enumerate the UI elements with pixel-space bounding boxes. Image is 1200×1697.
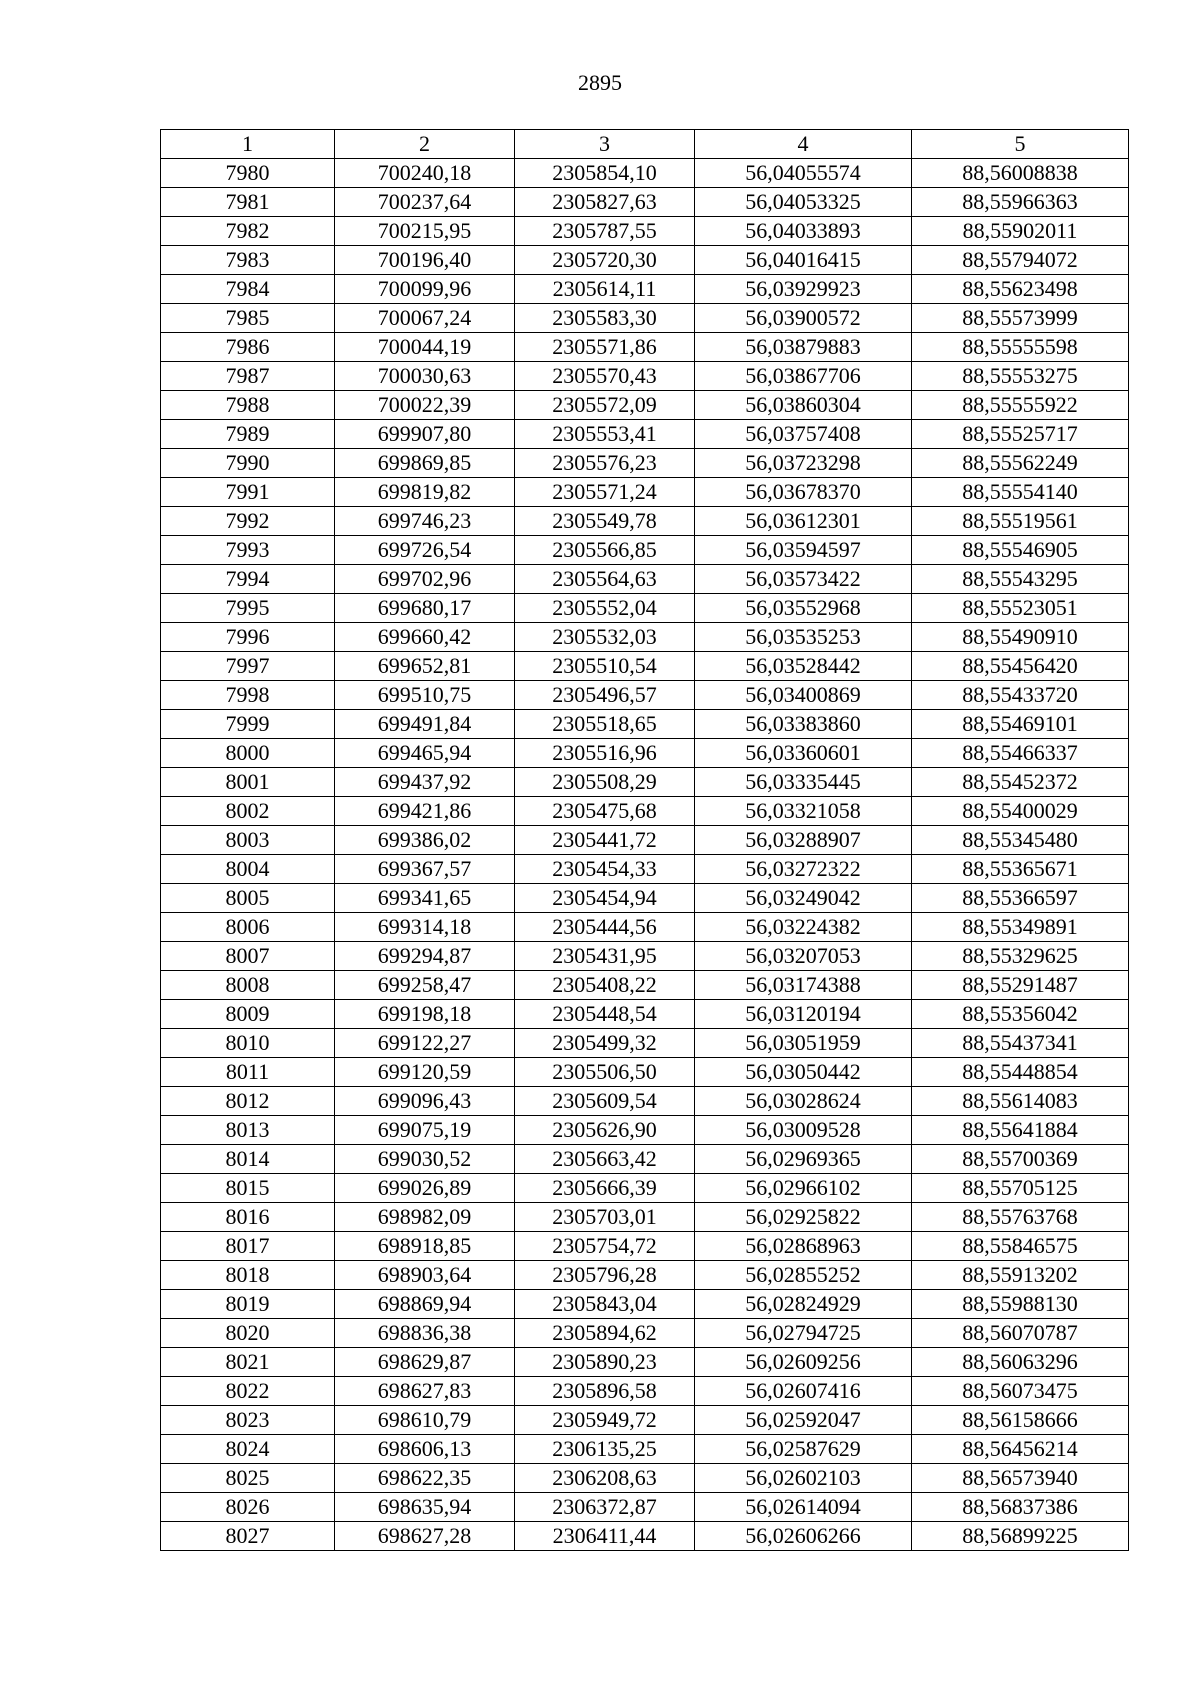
y-coordinate-cell: 2305720,30 <box>515 246 695 275</box>
y-coordinate-cell: 2305506,50 <box>515 1058 695 1087</box>
latitude-cell: 56,03321058 <box>695 797 912 826</box>
x-coordinate-cell: 699652,81 <box>335 652 515 681</box>
y-coordinate-cell: 2305496,57 <box>515 681 695 710</box>
x-coordinate-cell: 698903,64 <box>335 1261 515 1290</box>
y-coordinate-cell: 2305549,78 <box>515 507 695 536</box>
point-number-cell: 7989 <box>161 420 335 449</box>
table-row <box>161 1435 1129 1464</box>
x-coordinate-cell: 698982,09 <box>335 1203 515 1232</box>
latitude-cell: 56,03050442 <box>695 1058 912 1087</box>
table-row <box>161 1522 1129 1551</box>
x-coordinate-cell: 699367,57 <box>335 855 515 884</box>
table-row <box>161 1000 1129 1029</box>
latitude-cell: 56,03573422 <box>695 565 912 594</box>
y-coordinate-cell: 2305827,63 <box>515 188 695 217</box>
y-coordinate-cell: 2305508,29 <box>515 768 695 797</box>
x-coordinate-cell: 699341,65 <box>335 884 515 913</box>
point-number-cell: 7980 <box>161 159 335 188</box>
point-number-cell: 7992 <box>161 507 335 536</box>
point-number-cell: 8004 <box>161 855 335 884</box>
table-row <box>161 1406 1129 1435</box>
x-coordinate-cell: 700067,24 <box>335 304 515 333</box>
point-number-cell: 7990 <box>161 449 335 478</box>
x-coordinate-cell: 699294,87 <box>335 942 515 971</box>
x-coordinate-cell: 698836,38 <box>335 1319 515 1348</box>
longitude-cell: 88,55433720 <box>912 681 1129 710</box>
table-row <box>161 855 1129 884</box>
y-coordinate-cell: 2305626,90 <box>515 1116 695 1145</box>
y-coordinate-cell: 2305614,11 <box>515 275 695 304</box>
y-coordinate-cell: 2305441,72 <box>515 826 695 855</box>
latitude-cell: 56,02969365 <box>695 1145 912 1174</box>
point-number-cell: 8016 <box>161 1203 335 1232</box>
longitude-cell: 88,55466337 <box>912 739 1129 768</box>
longitude-cell: 88,55705125 <box>912 1174 1129 1203</box>
table-row <box>161 275 1129 304</box>
table-row <box>161 1116 1129 1145</box>
point-number-cell: 7997 <box>161 652 335 681</box>
latitude-cell: 56,03860304 <box>695 391 912 420</box>
latitude-cell: 56,03120194 <box>695 1000 912 1029</box>
longitude-cell: 88,55966363 <box>912 188 1129 217</box>
y-coordinate-cell: 2305448,54 <box>515 1000 695 1029</box>
table-row <box>161 246 1129 275</box>
latitude-cell: 56,04016415 <box>695 246 912 275</box>
longitude-cell: 88,56073475 <box>912 1377 1129 1406</box>
x-coordinate-cell: 700099,96 <box>335 275 515 304</box>
table-row <box>161 1319 1129 1348</box>
y-coordinate-cell: 2305571,24 <box>515 478 695 507</box>
x-coordinate-cell: 699026,89 <box>335 1174 515 1203</box>
point-number-cell: 8006 <box>161 913 335 942</box>
longitude-cell: 88,55448854 <box>912 1058 1129 1087</box>
table-row <box>161 420 1129 449</box>
longitude-cell: 88,55365671 <box>912 855 1129 884</box>
y-coordinate-cell: 2305571,86 <box>515 333 695 362</box>
table-row <box>161 449 1129 478</box>
point-number-cell: 8022 <box>161 1377 335 1406</box>
table-row <box>161 1174 1129 1203</box>
longitude-cell: 88,55437341 <box>912 1029 1129 1058</box>
x-coordinate-cell: 699491,84 <box>335 710 515 739</box>
longitude-cell: 88,55562249 <box>912 449 1129 478</box>
y-coordinate-cell: 2306135,25 <box>515 1435 695 1464</box>
longitude-cell: 88,55846575 <box>912 1232 1129 1261</box>
point-number-cell: 8010 <box>161 1029 335 1058</box>
point-number-cell: 8012 <box>161 1087 335 1116</box>
y-coordinate-cell: 2305454,33 <box>515 855 695 884</box>
table-row <box>161 1493 1129 1522</box>
table-row <box>161 1464 1129 1493</box>
table-row <box>161 1377 1129 1406</box>
latitude-cell: 56,03335445 <box>695 768 912 797</box>
longitude-cell: 88,56158666 <box>912 1406 1129 1435</box>
header-cell-2: 2 <box>335 130 515 159</box>
latitude-cell: 56,03535253 <box>695 623 912 652</box>
latitude-cell: 56,04055574 <box>695 159 912 188</box>
longitude-cell: 88,55546905 <box>912 536 1129 565</box>
x-coordinate-cell: 699819,82 <box>335 478 515 507</box>
longitude-cell: 88,55523051 <box>912 594 1129 623</box>
x-coordinate-cell: 699258,47 <box>335 971 515 1000</box>
longitude-cell: 88,55555598 <box>912 333 1129 362</box>
point-number-cell: 7985 <box>161 304 335 333</box>
table-row <box>161 1029 1129 1058</box>
point-number-cell: 8002 <box>161 797 335 826</box>
point-number-cell: 7993 <box>161 536 335 565</box>
latitude-cell: 56,03360601 <box>695 739 912 768</box>
y-coordinate-cell: 2305666,39 <box>515 1174 695 1203</box>
x-coordinate-cell: 698622,35 <box>335 1464 515 1493</box>
y-coordinate-cell: 2305572,09 <box>515 391 695 420</box>
x-coordinate-cell: 699030,52 <box>335 1145 515 1174</box>
latitude-cell: 56,02614094 <box>695 1493 912 1522</box>
latitude-cell: 56,03207053 <box>695 942 912 971</box>
longitude-cell: 88,55349891 <box>912 913 1129 942</box>
longitude-cell: 88,56070787 <box>912 1319 1129 1348</box>
latitude-cell: 56,03051959 <box>695 1029 912 1058</box>
latitude-cell: 56,03757408 <box>695 420 912 449</box>
x-coordinate-cell: 699120,59 <box>335 1058 515 1087</box>
table-row <box>161 1261 1129 1290</box>
y-coordinate-cell: 2305703,01 <box>515 1203 695 1232</box>
point-number-cell: 8014 <box>161 1145 335 1174</box>
x-coordinate-cell: 699314,18 <box>335 913 515 942</box>
y-coordinate-cell: 2305564,63 <box>515 565 695 594</box>
table-row <box>161 739 1129 768</box>
table-body <box>161 159 1129 1551</box>
table-row <box>161 971 1129 1000</box>
longitude-cell: 88,55913202 <box>912 1261 1129 1290</box>
point-number-cell: 8021 <box>161 1348 335 1377</box>
point-number-cell: 7984 <box>161 275 335 304</box>
latitude-cell: 56,02925822 <box>695 1203 912 1232</box>
y-coordinate-cell: 2305552,04 <box>515 594 695 623</box>
x-coordinate-cell: 699680,17 <box>335 594 515 623</box>
longitude-cell: 88,55573999 <box>912 304 1129 333</box>
table-row <box>161 159 1129 188</box>
longitude-cell: 88,55988130 <box>912 1290 1129 1319</box>
latitude-cell: 56,02855252 <box>695 1261 912 1290</box>
longitude-cell: 88,55366597 <box>912 884 1129 913</box>
y-coordinate-cell: 2305444,56 <box>515 913 695 942</box>
table-row <box>161 362 1129 391</box>
latitude-cell: 56,02868963 <box>695 1232 912 1261</box>
longitude-cell: 88,56456214 <box>912 1435 1129 1464</box>
y-coordinate-cell: 2305408,22 <box>515 971 695 1000</box>
table-row <box>161 1232 1129 1261</box>
longitude-cell: 88,56899225 <box>912 1522 1129 1551</box>
point-number-cell: 7996 <box>161 623 335 652</box>
y-coordinate-cell: 2305894,62 <box>515 1319 695 1348</box>
y-coordinate-cell: 2305663,42 <box>515 1145 695 1174</box>
x-coordinate-cell: 699421,86 <box>335 797 515 826</box>
latitude-cell: 56,02794725 <box>695 1319 912 1348</box>
latitude-cell: 56,03249042 <box>695 884 912 913</box>
x-coordinate-cell: 699660,42 <box>335 623 515 652</box>
point-number-cell: 8018 <box>161 1261 335 1290</box>
point-number-cell: 7991 <box>161 478 335 507</box>
latitude-cell: 56,03929923 <box>695 275 912 304</box>
table-row <box>161 768 1129 797</box>
x-coordinate-cell: 698869,94 <box>335 1290 515 1319</box>
y-coordinate-cell: 2305499,32 <box>515 1029 695 1058</box>
table-row <box>161 913 1129 942</box>
latitude-cell: 56,03879883 <box>695 333 912 362</box>
longitude-cell: 88,55555922 <box>912 391 1129 420</box>
point-number-cell: 8025 <box>161 1464 335 1493</box>
header-cell-5: 5 <box>912 130 1129 159</box>
point-number-cell: 7981 <box>161 188 335 217</box>
point-number-cell: 8003 <box>161 826 335 855</box>
point-number-cell: 8019 <box>161 1290 335 1319</box>
x-coordinate-cell: 699122,27 <box>335 1029 515 1058</box>
y-coordinate-cell: 2306372,87 <box>515 1493 695 1522</box>
point-number-cell: 8009 <box>161 1000 335 1029</box>
table-row <box>161 304 1129 333</box>
table-row <box>161 478 1129 507</box>
latitude-cell: 56,03594597 <box>695 536 912 565</box>
point-number-cell: 8007 <box>161 942 335 971</box>
latitude-cell: 56,03528442 <box>695 652 912 681</box>
y-coordinate-cell: 2305843,04 <box>515 1290 695 1319</box>
latitude-cell: 56,03174388 <box>695 971 912 1000</box>
y-coordinate-cell: 2305796,28 <box>515 1261 695 1290</box>
x-coordinate-cell: 700030,63 <box>335 362 515 391</box>
table-row <box>161 594 1129 623</box>
point-number-cell: 8017 <box>161 1232 335 1261</box>
x-coordinate-cell: 699096,43 <box>335 1087 515 1116</box>
x-coordinate-cell: 699198,18 <box>335 1000 515 1029</box>
y-coordinate-cell: 2305553,41 <box>515 420 695 449</box>
longitude-cell: 88,55456420 <box>912 652 1129 681</box>
x-coordinate-cell: 700044,19 <box>335 333 515 362</box>
latitude-cell: 56,03009528 <box>695 1116 912 1145</box>
coordinates-table <box>160 129 1129 1551</box>
y-coordinate-cell: 2305431,95 <box>515 942 695 971</box>
header-cell-4: 4 <box>695 130 912 159</box>
latitude-cell: 56,03272322 <box>695 855 912 884</box>
longitude-cell: 88,55519561 <box>912 507 1129 536</box>
x-coordinate-cell: 699746,23 <box>335 507 515 536</box>
latitude-cell: 56,03224382 <box>695 913 912 942</box>
latitude-cell: 56,02592047 <box>695 1406 912 1435</box>
table-row <box>161 391 1129 420</box>
x-coordinate-cell: 699510,75 <box>335 681 515 710</box>
table-row <box>161 623 1129 652</box>
y-coordinate-cell: 2305532,03 <box>515 623 695 652</box>
x-coordinate-cell: 700196,40 <box>335 246 515 275</box>
latitude-cell: 56,03678370 <box>695 478 912 507</box>
latitude-cell: 56,03552968 <box>695 594 912 623</box>
table-row <box>161 1087 1129 1116</box>
point-number-cell: 7988 <box>161 391 335 420</box>
point-number-cell: 8023 <box>161 1406 335 1435</box>
x-coordinate-cell: 699075,19 <box>335 1116 515 1145</box>
table-row <box>161 1058 1129 1087</box>
longitude-cell: 88,55525717 <box>912 420 1129 449</box>
page-number: 2895 <box>578 70 622 95</box>
longitude-cell: 88,55763768 <box>912 1203 1129 1232</box>
point-number-cell: 8013 <box>161 1116 335 1145</box>
point-number-cell: 7995 <box>161 594 335 623</box>
longitude-cell: 88,55553275 <box>912 362 1129 391</box>
header-cell-1: 1 <box>161 130 335 159</box>
table-row <box>161 333 1129 362</box>
x-coordinate-cell: 698629,87 <box>335 1348 515 1377</box>
point-number-cell: 7994 <box>161 565 335 594</box>
longitude-cell: 88,55329625 <box>912 942 1129 971</box>
latitude-cell: 56,03900572 <box>695 304 912 333</box>
y-coordinate-cell: 2305570,43 <box>515 362 695 391</box>
y-coordinate-cell: 2305454,94 <box>515 884 695 913</box>
y-coordinate-cell: 2306208,63 <box>515 1464 695 1493</box>
y-coordinate-cell: 2305583,30 <box>515 304 695 333</box>
x-coordinate-cell: 700237,64 <box>335 188 515 217</box>
point-number-cell: 7987 <box>161 362 335 391</box>
point-number-cell: 7982 <box>161 217 335 246</box>
longitude-cell: 88,55543295 <box>912 565 1129 594</box>
longitude-cell: 88,55452372 <box>912 768 1129 797</box>
x-coordinate-cell: 699726,54 <box>335 536 515 565</box>
longitude-cell: 88,56573940 <box>912 1464 1129 1493</box>
y-coordinate-cell: 2305566,85 <box>515 536 695 565</box>
x-coordinate-cell: 698627,28 <box>335 1522 515 1551</box>
table-row <box>161 681 1129 710</box>
x-coordinate-cell: 699465,94 <box>335 739 515 768</box>
longitude-cell: 88,55291487 <box>912 971 1129 1000</box>
latitude-cell: 56,03723298 <box>695 449 912 478</box>
x-coordinate-cell: 699869,85 <box>335 449 515 478</box>
longitude-cell: 88,56063296 <box>912 1348 1129 1377</box>
point-number-cell: 8005 <box>161 884 335 913</box>
x-coordinate-cell: 700022,39 <box>335 391 515 420</box>
table-row <box>161 942 1129 971</box>
longitude-cell: 88,55614083 <box>912 1087 1129 1116</box>
longitude-cell: 88,55623498 <box>912 275 1129 304</box>
point-number-cell: 8020 <box>161 1319 335 1348</box>
y-coordinate-cell: 2306411,44 <box>515 1522 695 1551</box>
y-coordinate-cell: 2305949,72 <box>515 1406 695 1435</box>
point-number-cell: 7983 <box>161 246 335 275</box>
longitude-cell: 88,55345480 <box>912 826 1129 855</box>
y-coordinate-cell: 2305854,10 <box>515 159 695 188</box>
latitude-cell: 56,02607416 <box>695 1377 912 1406</box>
table-row <box>161 536 1129 565</box>
point-number-cell: 8024 <box>161 1435 335 1464</box>
y-coordinate-cell: 2305518,65 <box>515 710 695 739</box>
latitude-cell: 56,03612301 <box>695 507 912 536</box>
longitude-cell: 88,55490910 <box>912 623 1129 652</box>
point-number-cell: 8011 <box>161 1058 335 1087</box>
x-coordinate-cell: 698610,79 <box>335 1406 515 1435</box>
table-row <box>161 1348 1129 1377</box>
point-number-cell: 8015 <box>161 1174 335 1203</box>
x-coordinate-cell: 699702,96 <box>335 565 515 594</box>
header-cell-3: 3 <box>515 130 695 159</box>
table-row <box>161 188 1129 217</box>
header-row <box>161 130 1129 159</box>
longitude-cell: 88,56837386 <box>912 1493 1129 1522</box>
x-coordinate-cell: 698635,94 <box>335 1493 515 1522</box>
latitude-cell: 56,03383860 <box>695 710 912 739</box>
table-row <box>161 884 1129 913</box>
table-row <box>161 217 1129 246</box>
longitude-cell: 88,55902011 <box>912 217 1129 246</box>
point-number-cell: 8027 <box>161 1522 335 1551</box>
point-number-cell: 8001 <box>161 768 335 797</box>
y-coordinate-cell: 2305576,23 <box>515 449 695 478</box>
latitude-cell: 56,03288907 <box>695 826 912 855</box>
y-coordinate-cell: 2305754,72 <box>515 1232 695 1261</box>
table-row <box>161 710 1129 739</box>
latitude-cell: 56,02609256 <box>695 1348 912 1377</box>
latitude-cell: 56,03028624 <box>695 1087 912 1116</box>
point-number-cell: 8026 <box>161 1493 335 1522</box>
latitude-cell: 56,03400869 <box>695 681 912 710</box>
table-row <box>161 797 1129 826</box>
latitude-cell: 56,02966102 <box>695 1174 912 1203</box>
point-number-cell: 7999 <box>161 710 335 739</box>
table-row <box>161 652 1129 681</box>
latitude-cell: 56,03867706 <box>695 362 912 391</box>
table-header <box>161 130 1129 159</box>
x-coordinate-cell: 698606,13 <box>335 1435 515 1464</box>
table-row <box>161 565 1129 594</box>
x-coordinate-cell: 700215,95 <box>335 217 515 246</box>
x-coordinate-cell: 700240,18 <box>335 159 515 188</box>
point-number-cell: 8000 <box>161 739 335 768</box>
y-coordinate-cell: 2305896,58 <box>515 1377 695 1406</box>
y-coordinate-cell: 2305510,54 <box>515 652 695 681</box>
table-row <box>161 1145 1129 1174</box>
longitude-cell: 88,55554140 <box>912 478 1129 507</box>
x-coordinate-cell: 698627,83 <box>335 1377 515 1406</box>
x-coordinate-cell: 698918,85 <box>335 1232 515 1261</box>
table-row <box>161 1203 1129 1232</box>
table-row <box>161 1290 1129 1319</box>
y-coordinate-cell: 2305787,55 <box>515 217 695 246</box>
table-row <box>161 826 1129 855</box>
latitude-cell: 56,04033893 <box>695 217 912 246</box>
longitude-cell: 88,55641884 <box>912 1116 1129 1145</box>
y-coordinate-cell: 2305890,23 <box>515 1348 695 1377</box>
point-number-cell: 8008 <box>161 971 335 1000</box>
y-coordinate-cell: 2305475,68 <box>515 797 695 826</box>
y-coordinate-cell: 2305609,54 <box>515 1087 695 1116</box>
longitude-cell: 88,55700369 <box>912 1145 1129 1174</box>
longitude-cell: 88,55794072 <box>912 246 1129 275</box>
y-coordinate-cell: 2305516,96 <box>515 739 695 768</box>
x-coordinate-cell: 699386,02 <box>335 826 515 855</box>
latitude-cell: 56,02587629 <box>695 1435 912 1464</box>
longitude-cell: 88,55469101 <box>912 710 1129 739</box>
point-number-cell: 7986 <box>161 333 335 362</box>
latitude-cell: 56,02606266 <box>695 1522 912 1551</box>
table-row <box>161 507 1129 536</box>
x-coordinate-cell: 699437,92 <box>335 768 515 797</box>
latitude-cell: 56,02602103 <box>695 1464 912 1493</box>
longitude-cell: 88,55356042 <box>912 1000 1129 1029</box>
longitude-cell: 88,56008838 <box>912 159 1129 188</box>
longitude-cell: 88,55400029 <box>912 797 1129 826</box>
x-coordinate-cell: 699907,80 <box>335 420 515 449</box>
point-number-cell: 7998 <box>161 681 335 710</box>
latitude-cell: 56,04053325 <box>695 188 912 217</box>
latitude-cell: 56,02824929 <box>695 1290 912 1319</box>
